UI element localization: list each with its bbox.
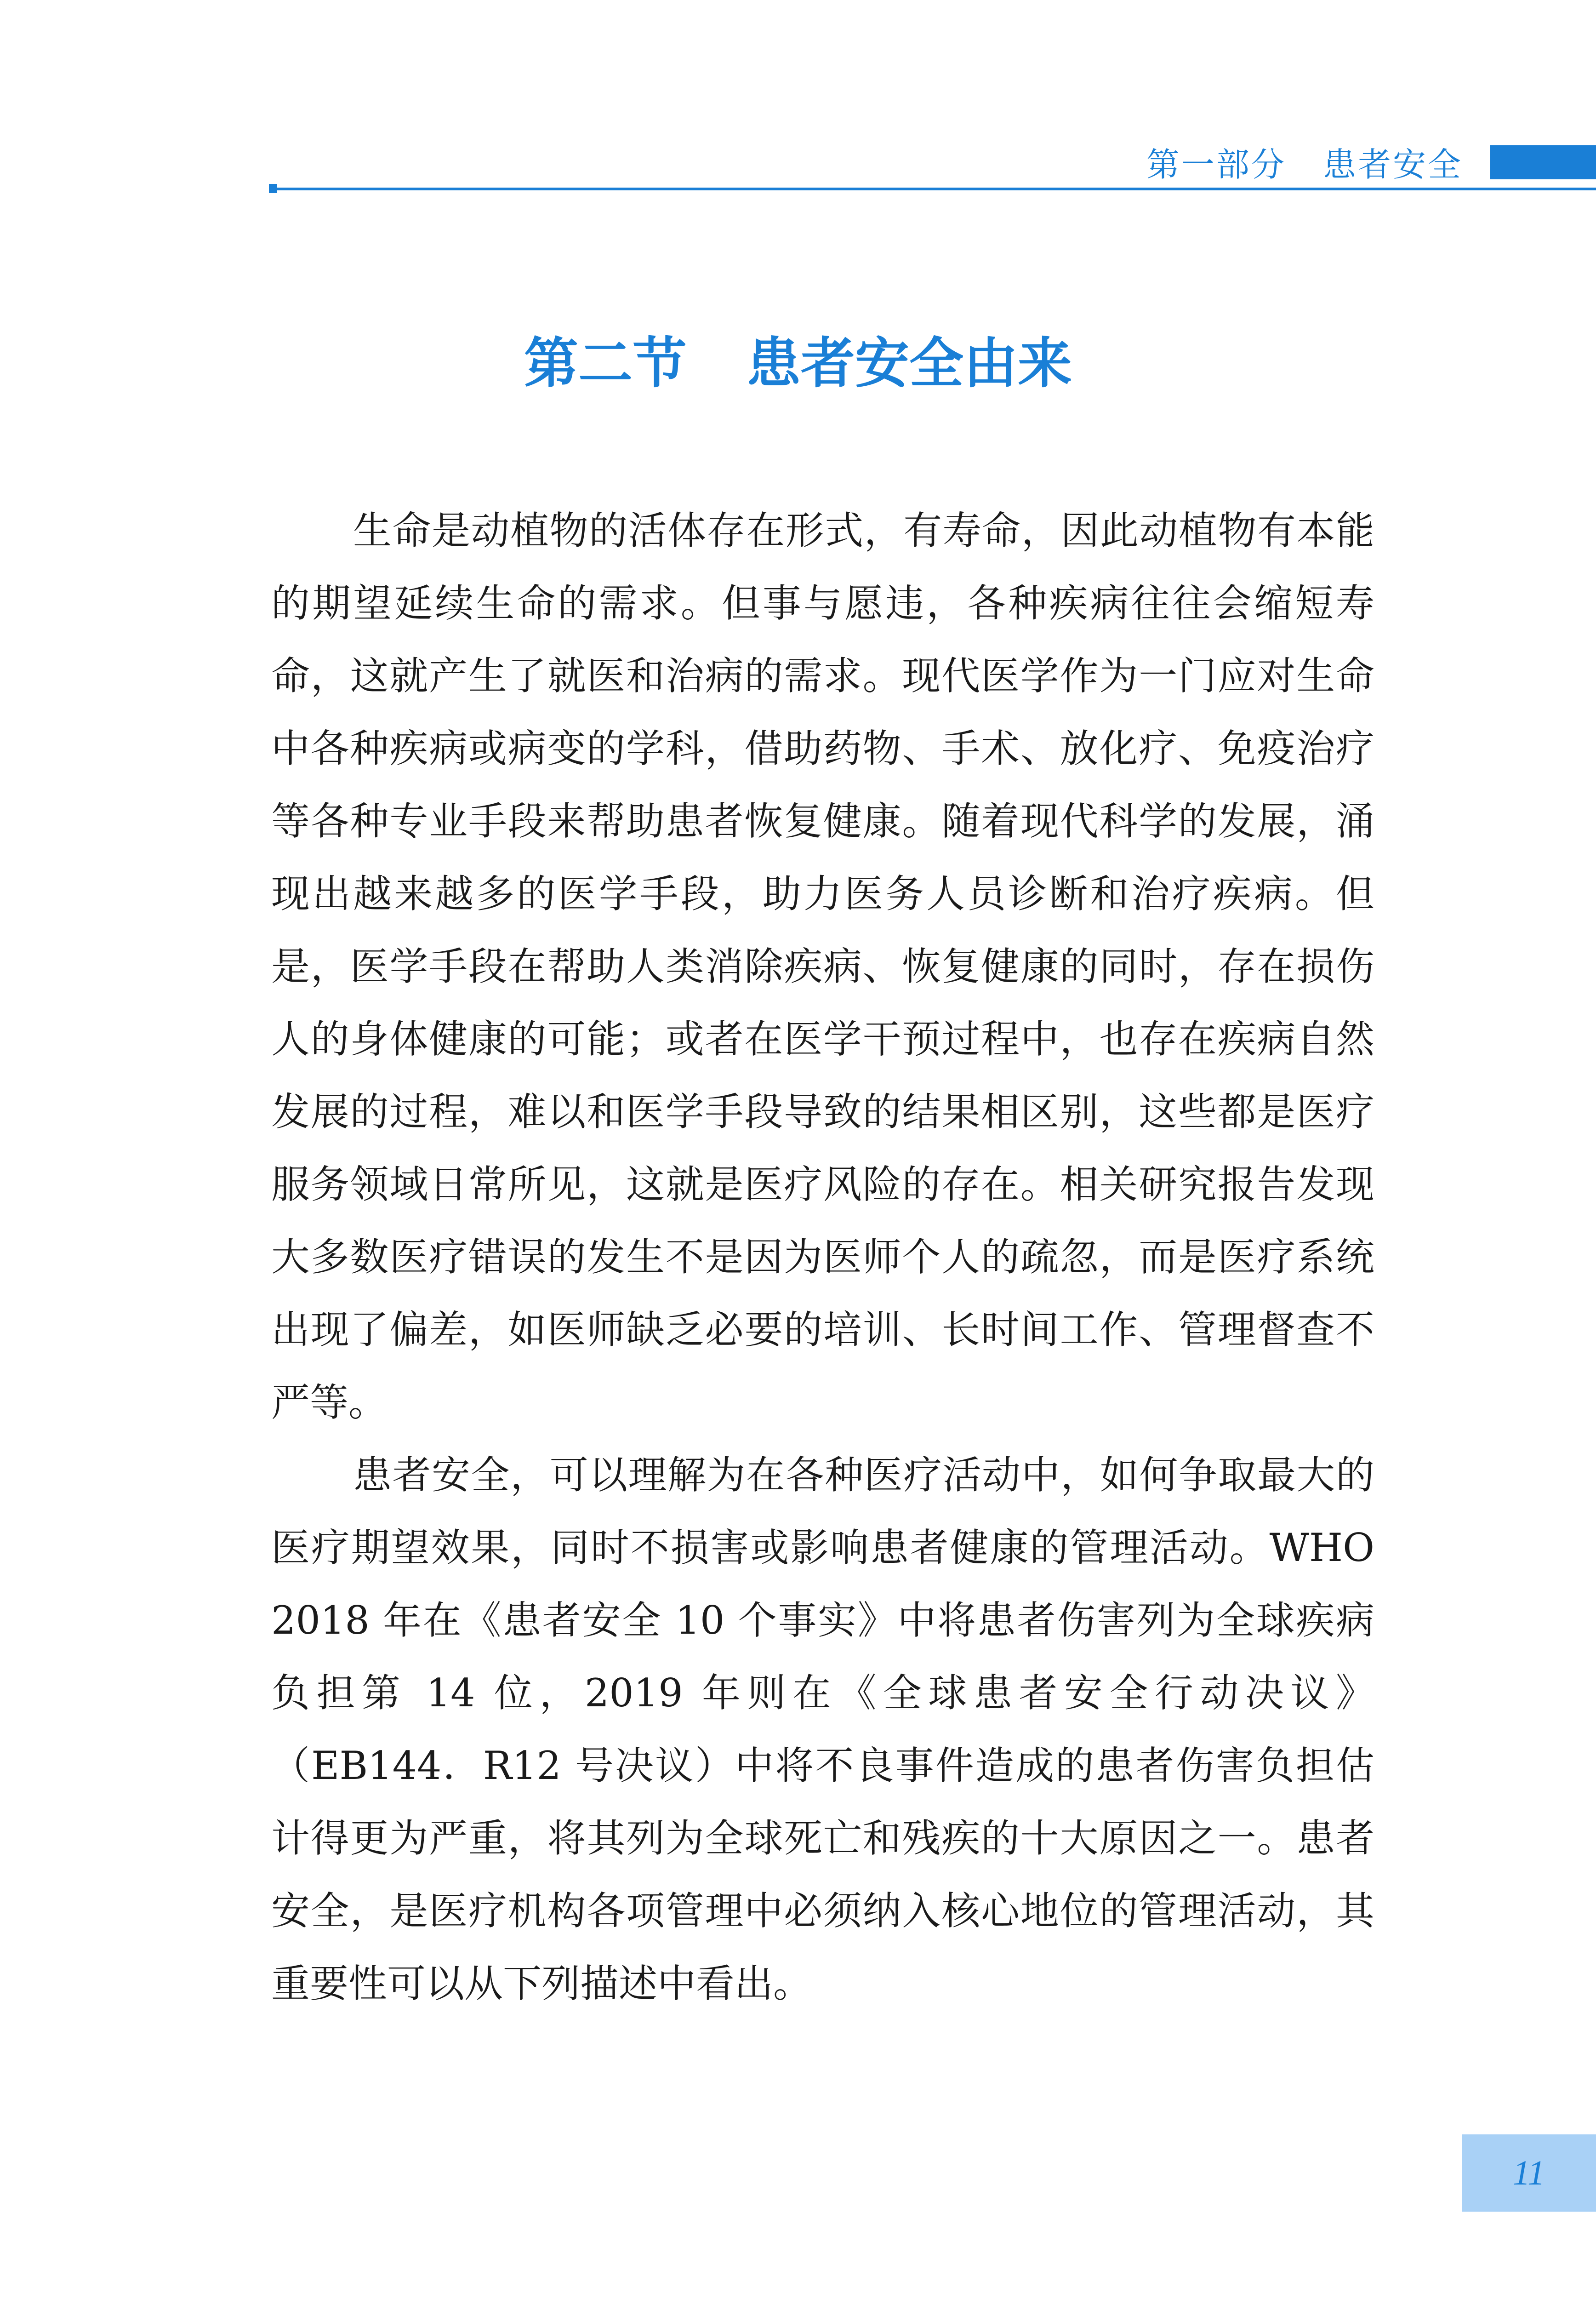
- running-header-title: 患者安全: [1322, 145, 1463, 184]
- paragraph-1: 生命是动植物的活体存在形式，有寿命，因此动植物有本能的期望延续生命的需求。但事与愿违，各种疾病往往会缩短寿命，这就产生了就医和治病的需求。现代医学作为一门应对生命中各种疾病或病变的学科，借助药物、手术、放化疗、免疫治疗等各种专业手段来帮助患者恢复健康。随着现代科学的发展，涌现出越来越多的医学手段，助力医务人员诊断和治疗疾病。但是，医学手段在帮助人类消除疾病、恢复健康的同时，存在损伤人的身体健康的可能；或者在医学干预过程中，也存在疾病自然发展的过程，难以和医学手段导致的结果相区别，这些都是医疗服务领域日常所见，这就是医疗风险的存在。相关研究报告发现大多数医疗错误的发生不是因为医师个人的疏忽，而是医疗系统出现了偏差，如医师缺乏必要的培训、长时间工作、管理督查不严等。: [271, 508, 1374, 1425]
- section-number: 第二节: [524, 332, 687, 395]
- page-number: 11: [1512, 2153, 1545, 2192]
- running-header: [1146, 138, 1463, 186]
- section-title: [0, 320, 1596, 398]
- page-number-box: [1462, 2134, 1596, 2212]
- paragraph-2: 患者安全，可以理解为在各种医疗活动中，如何争取最大的医疗期望效果，同时不损害或影响患者健康的管理活动。WHO 2018 年在《患者安全 10 个事实》中将患者伤害列为全球疾病负担第 14 位，2019 年则在《全球患者安全行动决议》（EB144．R12 号决议）中将不良事件造成的患者伤害负担估计得更为严重，将其列为全球死亡和残疾的十大原因之一。患者安全，是医疗机构各项管理中必须纳入核心地位的管理活动，其重要性可以从下列描述中看出。: [271, 1453, 1374, 2006]
- section-name: 患者安全由来: [747, 332, 1072, 395]
- header-accent-block: [1490, 145, 1596, 179]
- running-header-part: 第一部分: [1146, 145, 1286, 184]
- header-rule: [271, 188, 1596, 190]
- body-text: [271, 494, 1374, 2020]
